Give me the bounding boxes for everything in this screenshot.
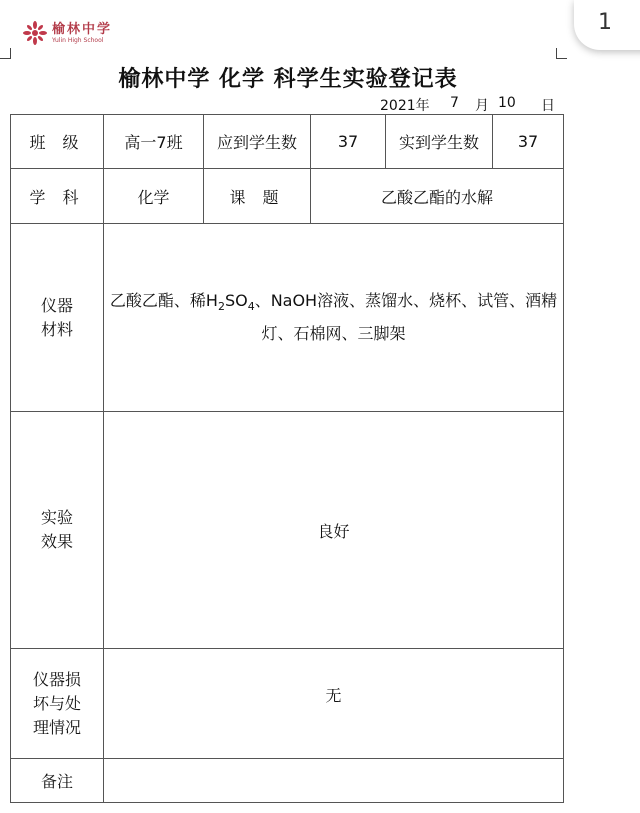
table-row bbox=[11, 169, 564, 224]
actual-students-value: 37 bbox=[493, 115, 564, 169]
logo-english-name: Yulin High School bbox=[52, 36, 104, 44]
crop-mark-right bbox=[556, 48, 567, 59]
materials-label-line: 材料 bbox=[40, 319, 73, 339]
school-emblem-icon bbox=[22, 20, 48, 46]
form-title: 榆林中学 化学 科学生实验登记表 bbox=[118, 67, 458, 92]
registration-table bbox=[10, 114, 564, 803]
materials-subscript: 2 bbox=[217, 300, 225, 314]
effect-label-line: 实验 bbox=[40, 508, 73, 527]
table-row bbox=[11, 759, 564, 803]
class-label: 班 级 bbox=[11, 115, 104, 169]
logo-chinese-name: 榆林中学 bbox=[52, 21, 113, 37]
damage-value: 无 bbox=[104, 649, 564, 759]
subject-label: 学 科 bbox=[11, 169, 104, 224]
materials-value bbox=[104, 224, 564, 412]
materials-label-line: 仪器 bbox=[40, 295, 73, 315]
crop-mark-left bbox=[0, 48, 11, 59]
damage-label-line: 理情况 bbox=[32, 717, 81, 737]
date-day-number: 10 bbox=[498, 95, 516, 111]
date-day: 日 bbox=[541, 98, 555, 114]
subject-value: 化学 bbox=[104, 169, 204, 224]
materials-text: 、NaOH溶液、蒸馏水、烧杯、试管、酒精灯、石棉网、三脚架 bbox=[254, 291, 558, 343]
notes-label: 备注 bbox=[11, 759, 104, 803]
table-row bbox=[11, 224, 564, 412]
expected-students-label: 应到学生数 bbox=[204, 115, 311, 169]
class-value: 高一7班 bbox=[104, 115, 204, 169]
materials-label bbox=[11, 224, 104, 412]
page-number: 1 bbox=[598, 10, 612, 35]
topic-label: 课 题 bbox=[204, 169, 311, 224]
materials-text: SO bbox=[224, 291, 248, 311]
date-year: 2021年 bbox=[380, 98, 430, 114]
actual-students-label: 实到学生数 bbox=[386, 115, 493, 169]
school-logo bbox=[22, 20, 112, 46]
table-row bbox=[11, 649, 564, 759]
date-month-number: 7 bbox=[450, 95, 459, 111]
damage-label bbox=[11, 649, 104, 759]
effect-label-line: 效果 bbox=[40, 532, 73, 551]
materials-subscript: 4 bbox=[247, 300, 255, 314]
damage-label-line: 坏与处 bbox=[32, 693, 81, 713]
expected-students-value: 37 bbox=[311, 115, 386, 169]
topic-value: 乙酸乙酯的水解 bbox=[311, 169, 564, 224]
effect-label bbox=[11, 412, 104, 649]
effect-value: 良好 bbox=[104, 412, 564, 649]
table-row bbox=[11, 115, 564, 169]
materials-text: 乙酸乙酯、稀H bbox=[109, 291, 218, 311]
date-month: 月 bbox=[475, 98, 489, 114]
damage-label-line: 仪器损 bbox=[32, 669, 81, 689]
notes-value bbox=[104, 759, 564, 803]
table-row bbox=[11, 412, 564, 649]
